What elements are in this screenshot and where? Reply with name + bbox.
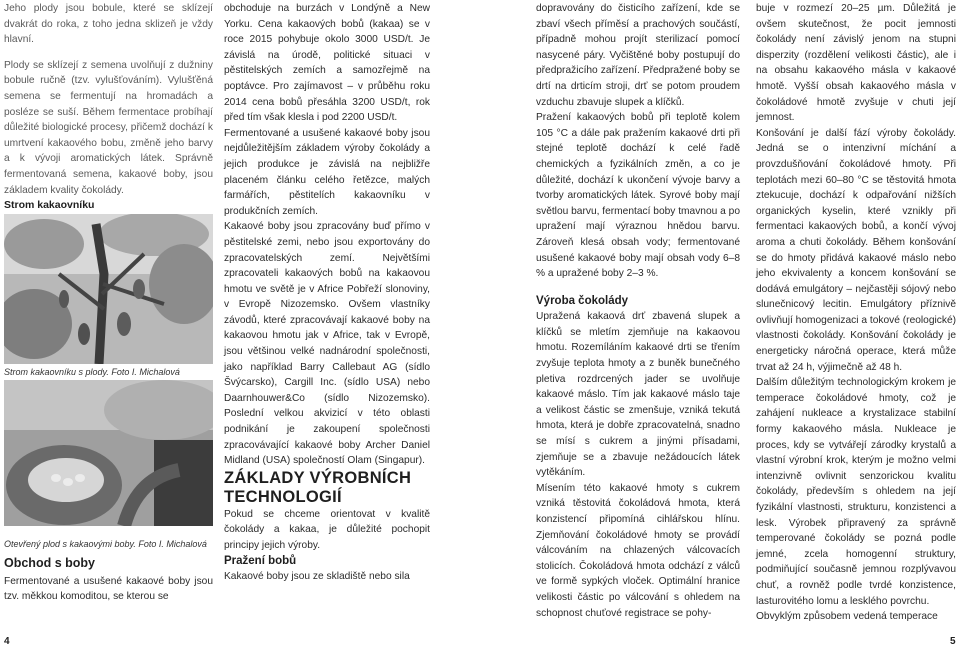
col2-companies: Kakaové boby jsou zpracovány buď přímo v pěstitelské zemi, nebo jsou exportovány do zpracovatelských zemí. Největšími zpracovateli kakaových bobů na kakaovou hmotu ve světě je v Africe Pobřeží slonoviny, v Evropě Nizozemsko. Ovšem vlastníky závodů, které zpracovávají kakaové boby na kakaovou hmotu jak v Africe, tak v Evropě, jsou většinou velké nadnárodní společnosti, jako například Barry Callebaut AG (sídlo Švýcarsko), Cargill Inc. (sídlo USA) nebo Daarnhouwer&Co (sídlo Nizozemsko). Poslední velkou akvizicí v této oblasti podnikání je zakoupení společnosti zpracovávající kakaové boby Archer Daniel Midland (USA) společností Olam (Singapur). [224,221,430,467]
open-pod-image [4,380,213,526]
photo1-caption: Strom kakaovníku s plody. Foto I. Michalová [4,367,180,377]
roasting-heading: Pražení bobů [224,554,297,567]
col4-tempering: Dalším důležitým technologickým krokem je temperace čokoládové hmoty, což je zahájení nukleace a krystalizace stabilní formy kakaového másla. Nukleace je proces, kdy se vytvářejí zárodky krystalů a vlastní výrobní krok, kterým je možno velmi intenzivně ovlivnit senzorickou kvalitu čokolády, především s ohledem na její fyzikální vlastnosti, strukturu, konzistenci a lesk. Výrobek připravený za správně temperované čokolády se pozná podle jemné, zcela homogenní struktury, podmiňující současně jemnou rozplývavou chuť, a rovněž podle tvrdé konzistence, lasturovitého lomu a lesklého povrchu. [756,377,956,607]
col3-roasting: Pražení kakaových bobů při teplotě kolem 105 °C a dále pak pražením kakaové drti při stejné teplotě dochází k celé řadě chemických a fyzikálních změn, a co je důležité, dochází k ukončení vývoje barvy a tvorby aromatických látek. Syrové boby mají světlou barvu, fermentací boby tmavnou a po upražení mají výraznou hnědou barvu. Zároveň klesá obsah vody; fermentované usušené kakaové boby mají obsah vody 6–8 % a upražené boby 2–3 %. [536,112,740,280]
col2-processing: Fermentované a usušené kakaové boby jsou nejdůležitějším základem výroby čokolády a jejich produkce je závislá na nejbližře placeném článku celého řetězce, malých farmářích, pěstitelích kakaovníku v produkčních zemích. [224,127,430,217]
col2-trade-cont: obchoduje na burzách v Londýně a New Yorku. Cena kakaových bobů (kakaa) se v roce 2015 pohybuje okolo 3000 USD/t. Je závislá na úrodě, politické situaci v pěstitelských zemích a samozřejmě na poptávce. Pro zajímavost – v průběhu roku 2014 cena bobů přesáhla 3200 USD/t, rok před tím však klesla i pod 2200 USD/t. [224,3,430,124]
page-number-right: 5 [950,636,956,647]
col3-mixing: Mísením této kakaové hmoty s cukrem vzniká těstovitá čokoládová hmota, která konzistencí připomíná cihlářskou hlínu. Zjemňování čokoládové hmoty se provádí válcováním na chlazených válcovacích stolicích. Čokoládová hmota odchází z válců ve formě sypkých vloček. Optimální hranice velikosti částic po válcování s ohledem na schopnost chuťové registrace se pohy- [536,482,740,619]
tech-intro: Pokud se chceme orientovat v kvalitě čokolády a kakaa, je důležité pochopit principy jejich výroby. [224,508,430,551]
col4-last: Obvyklým způsobem vedená temperace [756,611,938,623]
col1-intro: Jeho plody jsou bobule, které se sklízejí dvakrát do roka, z toho jedna sklizeň je vždy hlavní. [4,3,213,46]
col3-chocolate: Upražená kakaová drť zbavená slupek a klíčků se mletím zjemňuje na kakaovou hmotu. Rozemíláním kakaové drti se třením zvyšuje teplota hmoty a z buněk bunečného pletiva rozdrcených jader se uvolňuje kakaové máslo. Tím jak kakaové máslo taje a velikost částic se zmenšuje, vzniká tekutá hmota, která je dobře zpracovatelná, snadno se mísí s cukrem a jinými přísadami, zjemňuje se a zbavuje nežádoucích látek vytěkáním. [536,311,740,479]
photo2-caption: Otevřený plod s kakaovými boby. Foto I. Michalová [4,539,207,549]
photo-open-pod [4,380,213,526]
chocolate-heading: Výroba čokolády [536,294,629,307]
cacao-tree-image [4,214,213,364]
column-4 [756,0,956,625]
col1-fermentation: Plody se sklízejí z semena uvolňují z dužniny bobule ručně (tzv. vylušťováním). Vylušťěná semena se fermentují na hromadách a posléze se suší. Během fermentace probíhají důležité biologické procesy, přičemž dochází k umrtvení kakaového bobu, změně jeho barvy a k vývoji aromatických látek. Správně fermentovaná semena, kakaové boby, jsou základem kvality čokolády. [4,59,213,196]
tree-heading: Strom kakaovníku [4,199,95,212]
col4-particles: buje v rozmezí 20–25 µm. Důležitá je ovšem skutečnost, že pocit jemnosti čokolády není závislý jenom na stupni disperzity (rozdělení velikosti částic), ale i na obsahu kakaového másla v kakaové hmotě. Vyšší obsah kakaového másla v čokoládové hmotě zvyšuje v chuti její jemnost. [756,3,956,124]
trade-text: Fermentované a usušené kakaové boby jsou tzv. měkkou komoditou, se kterou se [4,575,213,603]
col3-cleaning: dopravovány do čisticího zařízení, kde se zbaví všech příměsí a prachových součástí, případně mohou projít sterilizací pomocí nasycené páry. Vyčištěné boby postupují do předpražicího zařízení. Předpražené boby se drtí na drticím stroji, drť se potom proudem vzduchu zbavuje slupek a klíčků. [536,3,740,108]
photo-cacao-tree [4,214,213,364]
roasting-intro: Kakaové boby jsou ze skladiště nebo sila [224,571,410,583]
column-2 [224,0,430,585]
column-1 [4,0,213,214]
page-number-left: 4 [4,636,10,647]
tech-heading: ZÁKLADY VÝROBNÍCH TECHNOLOGIÍ [224,468,412,506]
column-3 [536,0,740,621]
col4-conching: Konšování je další fází výroby čokolády. Jedná se o intenzivní míchání a provzdušňování čokoládové hmoty. Při teplotách mezi 60–80 °C se těstovitá hmota ztekucuje, dochází k odpařování nižších organických kyselin, které vznikly při fermentaci kakaových bobů, a končí vývoj aroma a chuti čokolády. Během konšování se do hmoty přidává kakaové máslo nebo jeho ekvivalenty a koncem konšování se dodává emulgátory – nejčastěji sójový nebo slunečnicový lecitin. Emulgátory příznivě ovlivňují homogenizaci a tokové (reologické) vlastnosti čokolády. Konšování čokolády je energeticky náročná operace, která může trvat až 24 h, výjimečně až 48 h. [756,127,956,373]
column-1-bottom [4,556,213,605]
trade-heading: Obchod s boby [4,556,95,570]
